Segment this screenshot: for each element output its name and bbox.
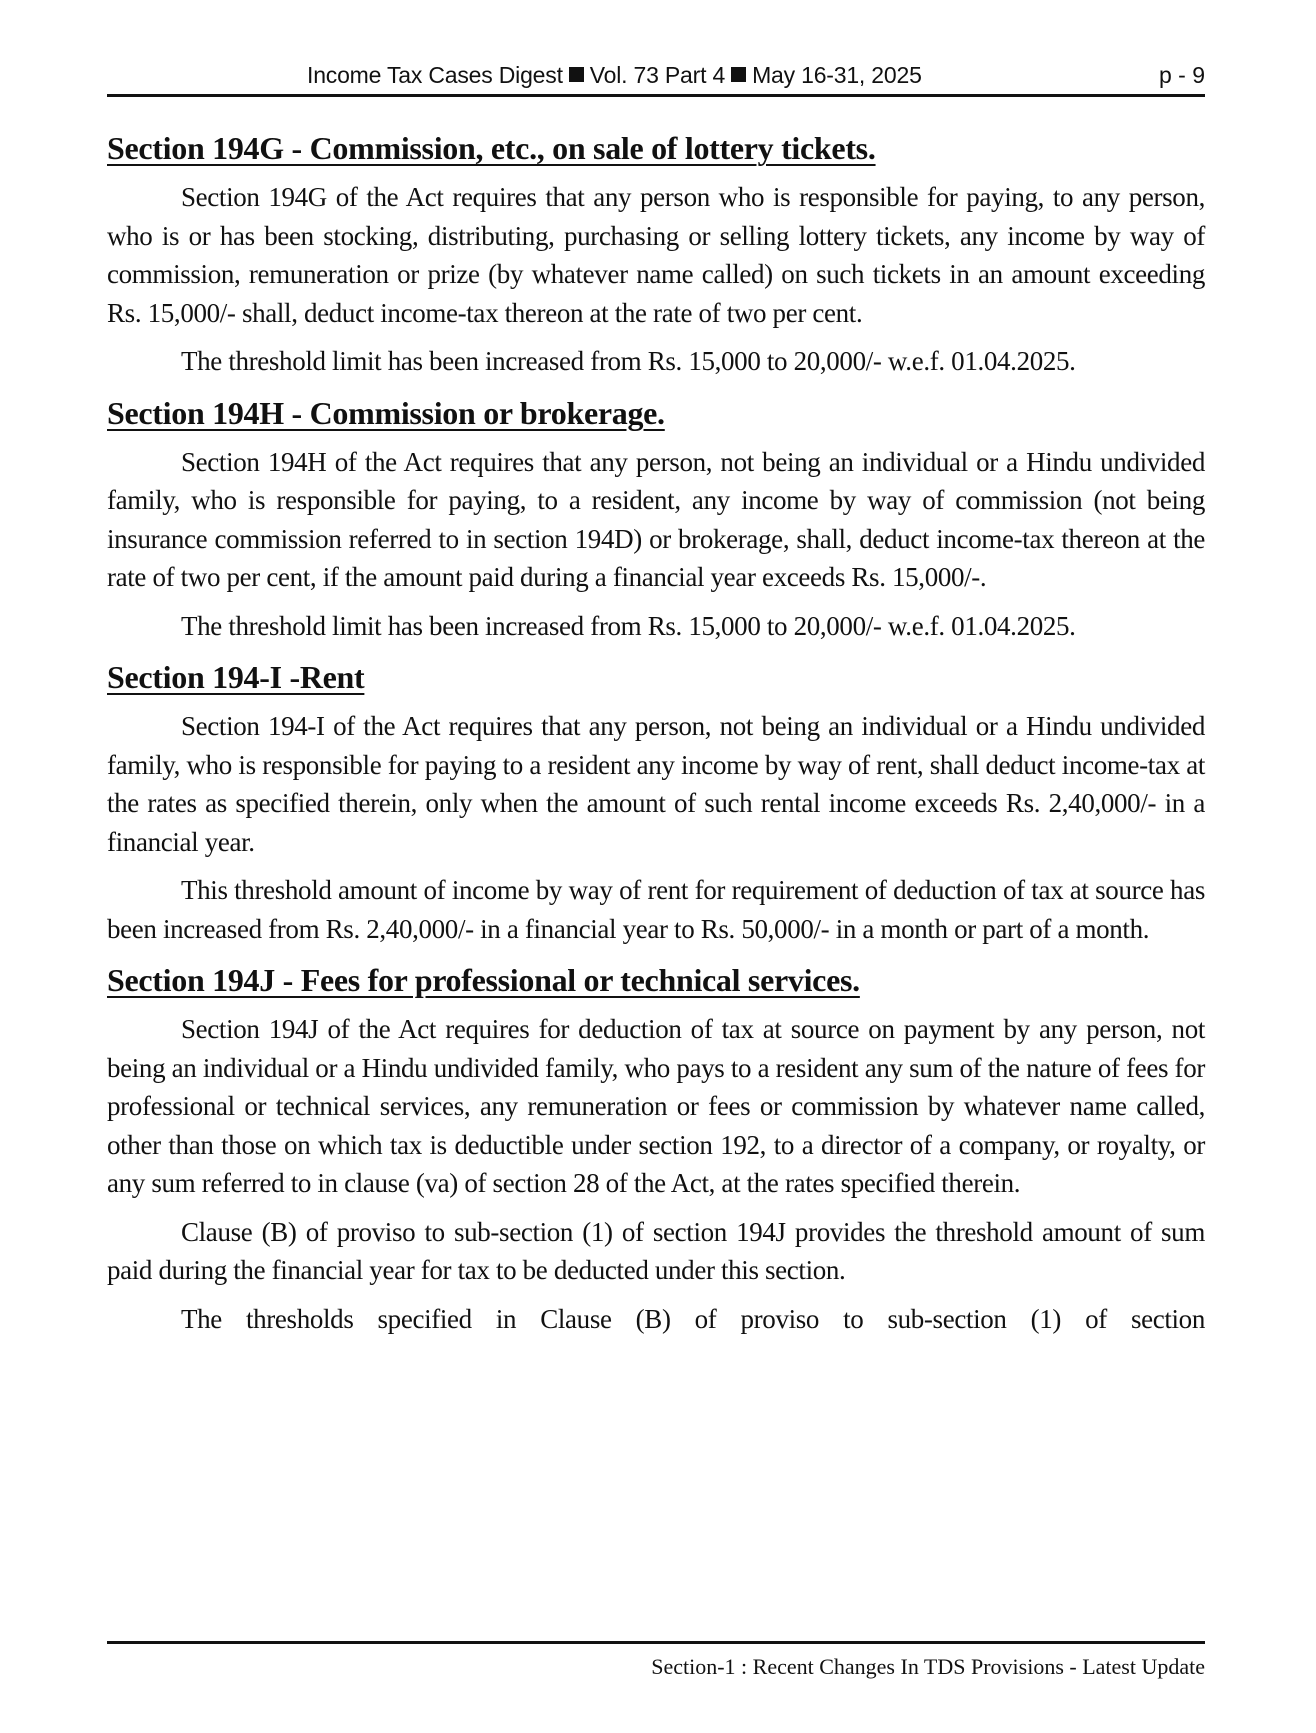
section-heading: Section 194H - Commission or brokerage. (107, 394, 665, 431)
page-number: p - 9 (1158, 62, 1205, 88)
section-194i (107, 657, 1205, 948)
paragraph: Section 194-I of the Act requires that any person, not being an individual or a Hindu undivided family, who is responsible for paying to a resident any income by way of rent, shall deduct income-tax at the rates as specified therein, only when the amount of such rental income exceeds Rs. 2,40,000/- in a financial year. (107, 711, 1205, 857)
paragraph: Section 194J of the Act requires for deduction of tax at source on payment by any person, not being an individual or a Hindu undivided family, who pays to a resident any sum of the nature of fees for professional or technical services, any remuneration or fees or commission by whatever name called, other than those on which tax is deductible under section 192, to a director of a company, or royalty, or any sum referred to in clause (va) of section 28 of the Act, at the rates specified therein. (107, 1014, 1205, 1198)
paragraph: Section 194H of the Act requires that any person, not being an individual or a Hindu undivided family, who is responsible for paying, to a resident, any income by way of commission (not being insurance commission referred to in section 194D) or brokerage, shall, deduct income-tax thereon at the rate of two per cent, if the amount paid during a financial year exceeds Rs. 15,000/-. (107, 446, 1205, 592)
header-title (307, 62, 922, 89)
paragraph: The threshold limit has been increased from Rs. 15,000 to 20,000/- w.e.f. 01.04.2025. (181, 346, 1076, 376)
black-square-icon (731, 67, 746, 82)
section-heading: Section 194-I -Rent (107, 659, 365, 695)
section-heading: Section 194J - Fees for professional or technical services. (107, 962, 860, 998)
section-194g (107, 128, 1205, 381)
publication-name: Income Tax Cases Digest (307, 62, 563, 88)
section-heading: Section 194G - Commission, etc., on sale of lottery tickets. (107, 130, 876, 166)
section-194h (107, 393, 1205, 646)
black-square-icon (569, 67, 584, 82)
header-divider (107, 94, 1205, 97)
footer-divider (107, 1641, 1205, 1644)
section-194j (107, 960, 1205, 1338)
paragraph: This threshold amount of income by way of rent for requirement of deduction of tax at source has been increased from Rs. 2,40,000/- in a financial year to Rs. 50,000/- in a month or part of a month. (107, 875, 1205, 944)
running-footer: Section-1 : Recent Changes In TDS Provisions - Latest Update (651, 1654, 1205, 1679)
paragraph: The threshold limit has been increased from Rs. 15,000 to 20,000/- w.e.f. 01.04.2025. (181, 610, 1076, 641)
running-header (107, 62, 1205, 92)
paragraph: Clause (B) of proviso to sub-section (1) of section 194J provides the threshold amount of sum paid during the financial year for tax to be deducted under this section. (107, 1216, 1205, 1285)
paragraph: The thresholds specified in Clause (B) of proviso to sub-section (1) of section (181, 1303, 1205, 1334)
page-content (107, 128, 1205, 1348)
issue-date: May 16-31, 2025 (752, 62, 922, 88)
paragraph: Section 194G of the Act requires that any person who is responsible for paying, to any person, who is or has been stocking, distributing, purchasing or selling lottery tickets, any income by way of commission, remuneration or prize (by whatever name called) on such tickets in an amount exceeding Rs. 15,000/- shall, deduct income-tax thereon at the rate of two per cent. (107, 182, 1205, 328)
volume-label: Vol. 73 Part 4 (589, 62, 726, 88)
